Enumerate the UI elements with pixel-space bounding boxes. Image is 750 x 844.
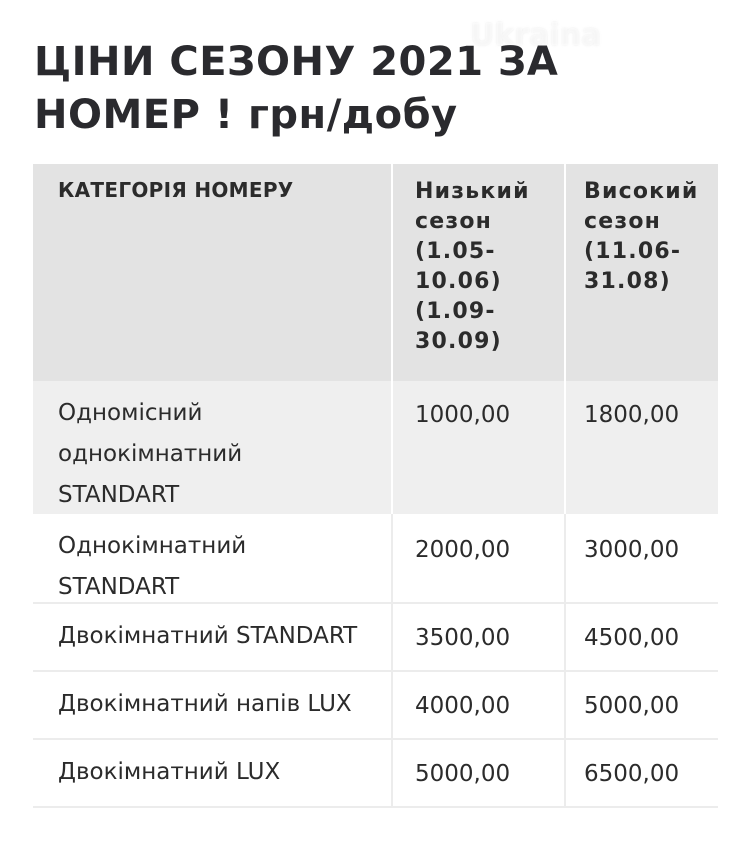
header-category: КАТЕГОРІЯ НОМЕРУ bbox=[58, 178, 294, 202]
price-table bbox=[33, 164, 718, 808]
header-low-line: 30.09) bbox=[415, 329, 502, 354]
header-low-line: 10.06) bbox=[415, 269, 502, 294]
watermark: Ukraina bbox=[470, 18, 602, 53]
room-category-line: STANDART bbox=[58, 482, 180, 508]
table-row bbox=[33, 740, 718, 808]
room-category-line: однокімнатний bbox=[58, 441, 243, 467]
low-season-price: 5000,00 bbox=[391, 740, 564, 806]
low-season-price: 4000,00 bbox=[391, 672, 564, 738]
low-season-price: 1000,00 bbox=[391, 381, 564, 514]
room-category: Двокімнатний LUX bbox=[58, 759, 281, 785]
room-category bbox=[33, 381, 391, 514]
room-category-line: Одномісний bbox=[58, 400, 203, 426]
room-category bbox=[33, 514, 391, 602]
low-season-price: 3500,00 bbox=[391, 604, 564, 670]
room-category-line: STANDART bbox=[58, 574, 180, 600]
table-row bbox=[33, 514, 718, 604]
room-category: Двокімнатний STANDART bbox=[58, 623, 358, 649]
header-low-line: сезон bbox=[415, 209, 493, 234]
room-category-line: Однокімнатний bbox=[58, 533, 247, 559]
header-high-line: Високий bbox=[584, 179, 699, 204]
high-season-price: 3000,00 bbox=[564, 514, 718, 602]
page-title-line-1: ЦІНИ СЕЗОНУ 2021 ЗА bbox=[34, 39, 559, 85]
header-low-line: (1.09- bbox=[415, 299, 496, 324]
high-season-price: 6500,00 bbox=[564, 740, 718, 806]
header-low-line: Низький bbox=[415, 179, 530, 204]
table-header-row bbox=[33, 164, 718, 381]
page-title-line-2: НОМЕР ! грн/добу bbox=[34, 92, 458, 138]
page-title bbox=[34, 36, 594, 142]
table-row bbox=[33, 604, 718, 672]
header-low-line: (1.05- bbox=[415, 239, 496, 264]
low-season-price: 2000,00 bbox=[391, 514, 564, 602]
header-high-line: 31.08) bbox=[584, 269, 671, 294]
header-high-line: (11.06- bbox=[584, 239, 682, 264]
room-category: Двокімнатний напів LUX bbox=[58, 691, 352, 717]
high-season-price: 1800,00 bbox=[564, 381, 718, 514]
header-high-line: сезон bbox=[584, 209, 662, 234]
header-low-season bbox=[391, 164, 564, 381]
header-high-season bbox=[564, 164, 718, 381]
high-season-price: 4500,00 bbox=[564, 604, 718, 670]
table-row bbox=[33, 381, 718, 514]
high-season-price: 5000,00 bbox=[564, 672, 718, 738]
table-row bbox=[33, 672, 718, 740]
